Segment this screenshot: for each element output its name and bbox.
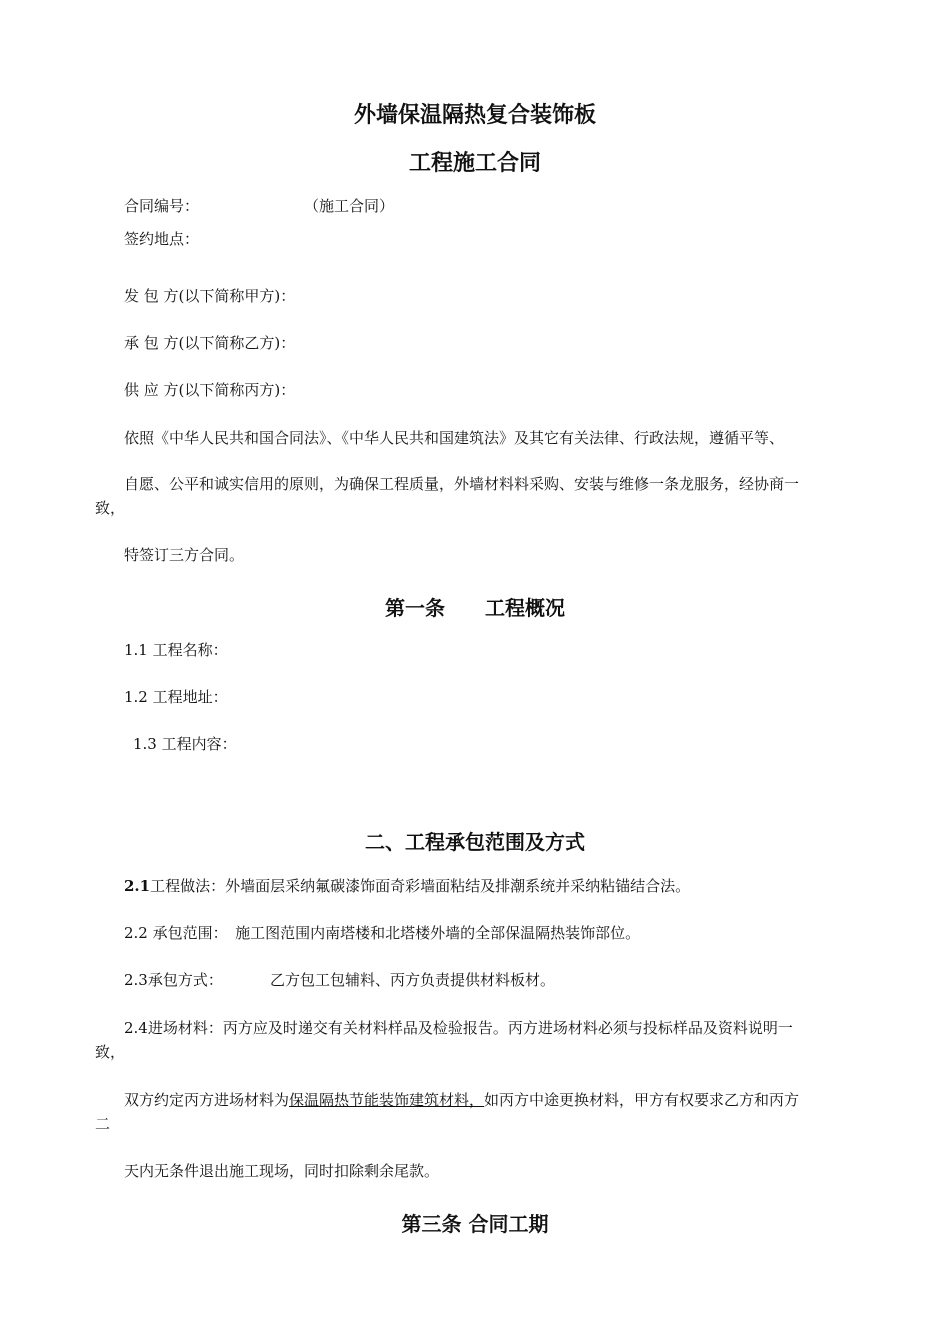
section-2-item-1-text: 工程做法：外墙面层采纳氟碳漆饰面奇彩墙面粘结及排潮系统并采纳粘锚结合法。 (150, 877, 691, 895)
contract-number-label: 合同编号： (124, 197, 200, 215)
section-2-item-2: 2.2 承包范围： 施工图范围内南塔楼和北塔楼外墙的全部保温隔热装饰部位。 (124, 924, 641, 942)
section-2-item-4-wrap: 致， (95, 1043, 126, 1061)
material-agreement-prefix: 双方约定丙方进场材料为 (124, 1091, 290, 1109)
section-1-item-3: 1.3 工程内容： (133, 735, 237, 753)
document-subtitle: 工程施工合同 (408, 151, 541, 176)
material-agreement-suffix: 如丙方中途更换材料，甲方有权要求乙方和丙方 (484, 1091, 800, 1109)
section-2-item-3-label: 2.3承包方式： (124, 971, 223, 989)
preamble-line-3: 特签订三方合同。 (124, 546, 245, 564)
section-1-item-2: 1.2 工程地址： (124, 688, 228, 706)
party-a-label: 发 包 方(以下简称甲方)： (124, 287, 296, 305)
section-1-item-1: 1.1 工程名称： (124, 641, 228, 659)
preamble-line-2: 自愿、公平和诚实信用的原则，为确保工程质量，外墙材料料采购、安装与维修一条龙服务，经协商一 (124, 475, 800, 493)
material-agreement-line (124, 1090, 799, 1110)
party-b-label: 承 包 方(以下简称乙方)： (124, 334, 296, 352)
preamble-line-2-wrap: 致， (95, 499, 126, 517)
section-3-heading: 第三条 合同工期 (401, 1212, 549, 1236)
section-2-item-1-number: 2.1 (124, 877, 151, 895)
section-2-item-4: 2.4进场材料：丙方应及时递交有关材料样品及检验报告。丙方进场材料必须与投标样品及资料说明一 (124, 1019, 793, 1037)
section-1-heading: 第一条 工程概况 (385, 596, 565, 620)
document-title: 外墙保温隔热复合装饰板 (353, 103, 596, 128)
contract-type: （施工合同） (304, 197, 395, 215)
party-c-label: 供 应 方(以下简称丙方)： (124, 381, 296, 399)
preamble-line-1: 依照《中华人民共和国合同法》、《中华人民共和国建筑法》及其它有关法律、行政法规，遵循平等、 (124, 429, 785, 447)
signing-location-label: 签约地点： (124, 230, 200, 248)
material-agreement-wrap: 二 (95, 1115, 111, 1133)
section-2-item-3-text: 乙方包工包辅料、丙方负责提供材料板材。 (270, 971, 556, 989)
material-agreement-underlined: 保温隔热节能装饰建筑材料， (289, 1091, 485, 1109)
section-2-item-1 (124, 876, 690, 896)
section-2-heading: 二、工程承包范围及方式 (365, 830, 585, 854)
material-agreement-final: 天内无条件退出施工现场，同时扣除剩余尾款。 (124, 1162, 440, 1180)
